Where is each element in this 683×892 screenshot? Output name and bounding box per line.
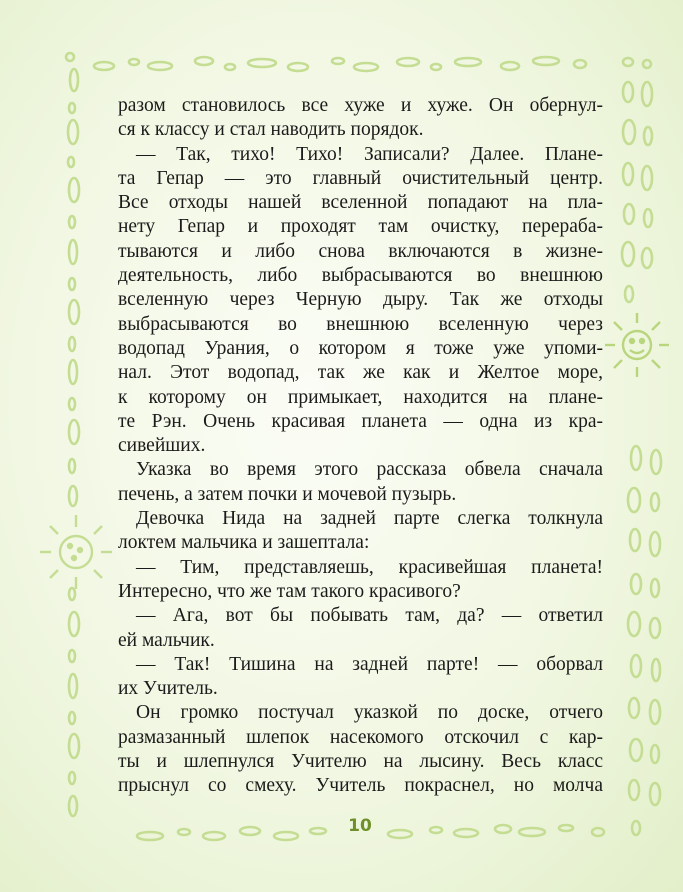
- page-number: 10: [348, 816, 372, 836]
- text-line: Все отходы нашей вселенной попадают на пла-: [118, 192, 603, 214]
- text-line: деятельность, либо выбрасываются во внешнюю: [118, 265, 603, 287]
- text-line: те Рэн. Очень красивая планета — одна из кра-: [118, 410, 603, 432]
- text-line: прыснул со смеху. Учитель покраснел, но молча: [118, 775, 603, 797]
- smiling-sun-icon: [605, 313, 669, 377]
- text-line: Он громко постучал указкой по доске, отчего: [136, 702, 603, 724]
- text-line: — Так, тихо! Тихо! Записали? Далее. Плане-: [136, 143, 603, 165]
- text-line: ей мальчик.: [118, 629, 215, 651]
- text-line: вселенную через Черную дыру. Так же отходы: [118, 289, 603, 311]
- text-line: — Ага, вот бы побывать там, да? — ответил: [136, 605, 603, 627]
- text-line: разом становилось все хуже и хуже. Он обернул-: [118, 95, 603, 116]
- text-line: размазанный шлепок насекомого отскочил с кар-: [118, 726, 603, 748]
- text-line: водопад Урания, о котором я тоже уже упоми-: [118, 337, 603, 359]
- text-line: к которому он примыкает, находится на плане-: [118, 386, 603, 408]
- oval-border-left: [68, 69, 79, 816]
- page-body-text: [118, 94, 603, 799]
- text-line: Девочка Нида на задней парте слегка толкнула: [136, 508, 603, 530]
- oval-border-right: [622, 58, 661, 835]
- text-line: локтем мальчика и зашептала:: [118, 532, 370, 554]
- text-line: — Так! Тишина на задней парте! — оборвал: [136, 653, 603, 675]
- text-line: печень, а затем почки и мочевой пузырь.: [118, 483, 457, 505]
- text-line: ты и шлепнулся Учителю на лысину. Весь класс: [118, 751, 603, 773]
- text-line: Интересно, что же там такого красивого?: [118, 580, 461, 602]
- oval-border-top: [66, 53, 586, 71]
- text-line: — Тим, представляешь, красивейшая планета!: [136, 556, 603, 578]
- text-line: Указка во время этого рассказа обвела сначала: [136, 459, 603, 481]
- text-line: сивейших.: [118, 435, 206, 457]
- text-line: ся к классу и стал наводить порядок.: [118, 119, 424, 141]
- text-line: выбрасываются во внешнюю вселенную через: [118, 313, 603, 335]
- text-line: тываются и либо снова включаются в жизне-: [118, 240, 603, 262]
- text-line: их Учитель.: [118, 678, 218, 700]
- text-line: нету Гепар и проходят там очистку, перераба-: [118, 216, 603, 238]
- spiky-sun-icon: [40, 515, 112, 589]
- text-line: та Гепар — это главный очистительный центр.: [118, 167, 603, 189]
- text-line: нал. Этот водопад, так же как и Желтое море,: [118, 362, 603, 384]
